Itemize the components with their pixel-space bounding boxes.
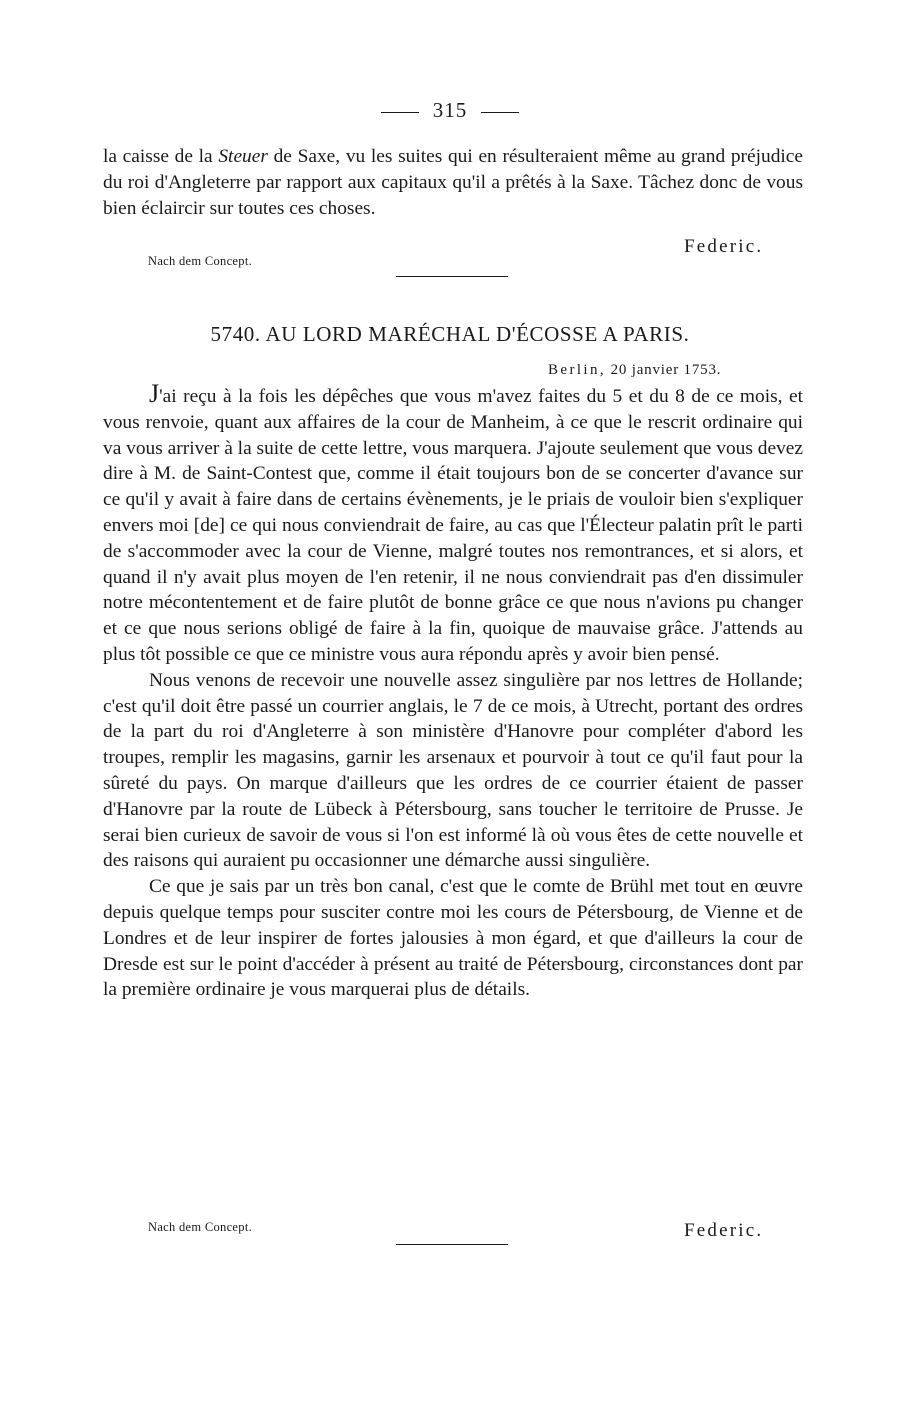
- previous-letter-text-rest: de Saxe, vu les suites qui en résulteraient même au grand préjudice du roi d'Angleterre par rapport aux capitaux qu'il a prêtés à la Saxe. Tâchez donc de vous bien éclaircir sur toutes ces choses.: [103, 146, 803, 219]
- source-note-1: Nach dem Concept.: [148, 254, 253, 268]
- running-head: [0, 98, 900, 123]
- signature-federic-2: Federic.: [684, 1220, 764, 1241]
- source-note-2: Nach dem Concept.: [148, 1220, 253, 1234]
- page-number: 315: [432, 98, 468, 122]
- letter-paragraph-1: [103, 379, 803, 668]
- previous-letter-ending: [103, 144, 803, 221]
- dateline-date: 20 janvier 1753.: [606, 362, 722, 378]
- previous-letter-paragraph: [103, 144, 803, 221]
- italic-word-steuer: Steuer: [218, 146, 268, 167]
- letter-heading: 5740. AU LORD MARÉCHAL D'ÉCOSSE A PARIS.: [210, 322, 690, 346]
- section-divider-2: [396, 1244, 508, 1245]
- letter-paragraph-3: Ce que je sais par un très bon canal, c'est que le comte de Brühl met tout en œuvre depuis quelque temps pour susciter contre moi les cours de Pétersbourg, de Vienne et de Londres et de leur inspirer de fortes jalousies à mon égard, et que d'ailleurs la cour de Dresde est sur le point d'accéder à présent au traité de Pétersbourg, circonstances dont par la première ordinaire je vous marquerai plus de détails.: [103, 876, 803, 1001]
- letter-paragraph-2: Nous venons de recevoir une nouvelle assez singulière par nos lettres de Hollande; c'est qu'il doit être passé un courrier anglais, le 7 de ce mois, à Utrecht, portant des ordres de la part du roi d'Angleterre à son ministère d'Hanovre pour compléter d'abord les troupes, remplir les magasins, garnir les arsenaux et pourvoir à tout ce qu'il faut pour la sûreté du pays. On marque d'ailleurs que les ordres de ce courrier étaient de passer d'Hanovre par la route de Lübeck à Pétersbourg, sans toucher le territoire de Prusse. Je serai bien curieux de savoir de vous si l'on est informé là où vous êtes de cette nouvelle et des raisons qui auraient pu occasionner une démarche aussi singulière.: [103, 669, 803, 872]
- paragraph-1-text: 'ai reçu à la fois les dépêches que vous m'avez faites du 5 et du 8 de ce mois, et vous renvoie, quant aux affaires de la cour de Manheim, à ce que le rescrit ordinaire qui va vous arriver à la suite de cette lettre, vous marquera. J'ajoute seulement que vous devez dire à M. de Saint-Contest que, comme il était toujours bon de se concerter d'avance sur ce qu'il y avait à faire dans de certains évènements, je le priais de vouloir bien s'expliquer envers moi [de] ce qui nous conviendrait de faire, au cas que l'Électeur palatin prît le parti de s'accommoder avec la cour de Vienne, malgré toutes nos remontrances, et si alors, et quand il n'y avait plus moyen de l'en retenir, il ne nous conviendrait pas d'en dissimuler notre mécontentement et de faire plutôt de bonne grâce ce que nous n'avions pu changer et ce que nous serions obligé de faire à la fin, quoique de mauvaise grâce. J'attends au plus tôt possible ce que ce ministre vous aura répondu après y avoir bien pensé.: [103, 386, 803, 665]
- signature-federic-1: Federic.: [684, 236, 764, 257]
- section-divider-1: [396, 276, 508, 277]
- drop-cap: J: [149, 379, 160, 408]
- running-head-dash-right: [481, 112, 519, 113]
- letter-body: [103, 379, 803, 1003]
- letter-dateline: [548, 362, 721, 379]
- running-head-dash-left: [381, 112, 419, 113]
- previous-letter-text-start: la caisse de la: [103, 146, 219, 167]
- dateline-place: Berlin,: [548, 362, 607, 378]
